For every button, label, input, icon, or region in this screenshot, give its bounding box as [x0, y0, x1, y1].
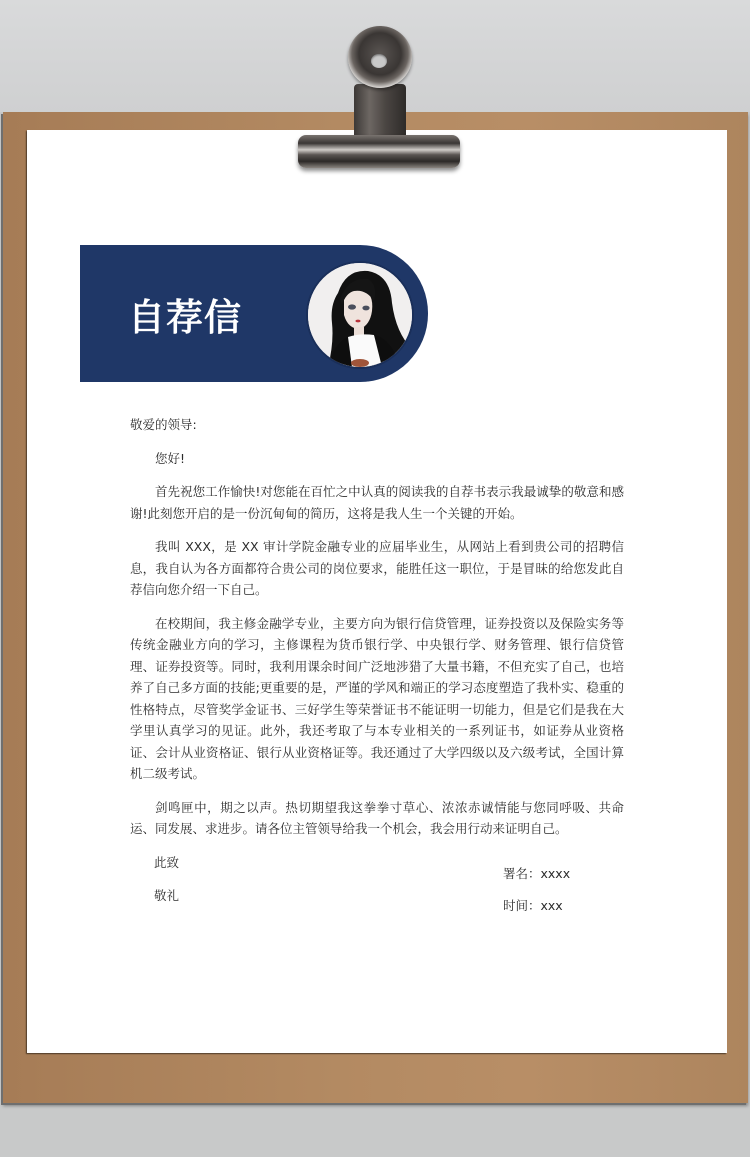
- closing-line-1: 此致: [154, 854, 180, 870]
- paragraph-conclusion: 剑鸣匣中，期之以声。热切期望我这拳拳寸草心、浓浓赤诚情能与您同呼吸、共命运、同发展、求进步。请各位主管领导给我一个机会，我会用行动来证明自己。: [130, 799, 624, 836]
- header-band: [80, 245, 428, 382]
- date: 时间：xxx: [503, 898, 563, 913]
- signature: 署名：xxxx: [503, 866, 571, 881]
- paragraph-self-intro: 我叫 XXX，是 XX 审计学院金融专业的应届毕业生，从网站上看到贵公司的招聘信息，我自认为各方面都符合贵公司的岗位要求，能胜任这一职位，于是冒昧的给您发此自荐信向您介绍一下自己。: [130, 539, 624, 597]
- greeting: 您好!: [155, 450, 186, 466]
- avatar-girl-illustration-icon: [308, 263, 412, 367]
- binder-clip-hole: [371, 54, 387, 68]
- letter-body: [130, 414, 624, 919]
- paragraph-education: 在校期间，我主修金融学专业，主要方向为银行信贷管理，证券投资以及保险实务等传统金融业方向的学习，主修课程为货币银行学、中央银行学、财务管理、银行信贷管理、证券投资等。同时，我利用课余时间广泛地涉猎了大量书籍，不但充实了自己，也培养了自己多方面的技能;更重要的是，严谨的学风和端正的学习态度塑造了我朴实、稳重的性格特点，尽管奖学金证书、三好学生等荣誉证书不能证明一切能力，但是它们是我在大学里认真学习的见证。此外，我还考取了与本专业相关的一系列证书，如证券从业资格证、会计从业资格证、银行从业资格证等。我还通过了大学四级以及六级考试，全国计算机二级考试。: [130, 615, 624, 781]
- paragraph-intro: 首先祝您工作愉快!对您能在百忙之中认真的阅读我的自荐书表示我最诚挚的敬意和感谢!此刻您开启的是一份沉甸甸的简历，这将是我人生一个关键的开始。: [130, 484, 624, 521]
- binder-clip-bar: [298, 135, 460, 168]
- closing-line-2: 敬礼: [154, 888, 180, 903]
- page-title: 自荐信: [128, 296, 242, 339]
- binder-clip-neck: [354, 84, 406, 142]
- avatar: [306, 261, 414, 369]
- salutation: 敬爱的领导:: [130, 417, 197, 432]
